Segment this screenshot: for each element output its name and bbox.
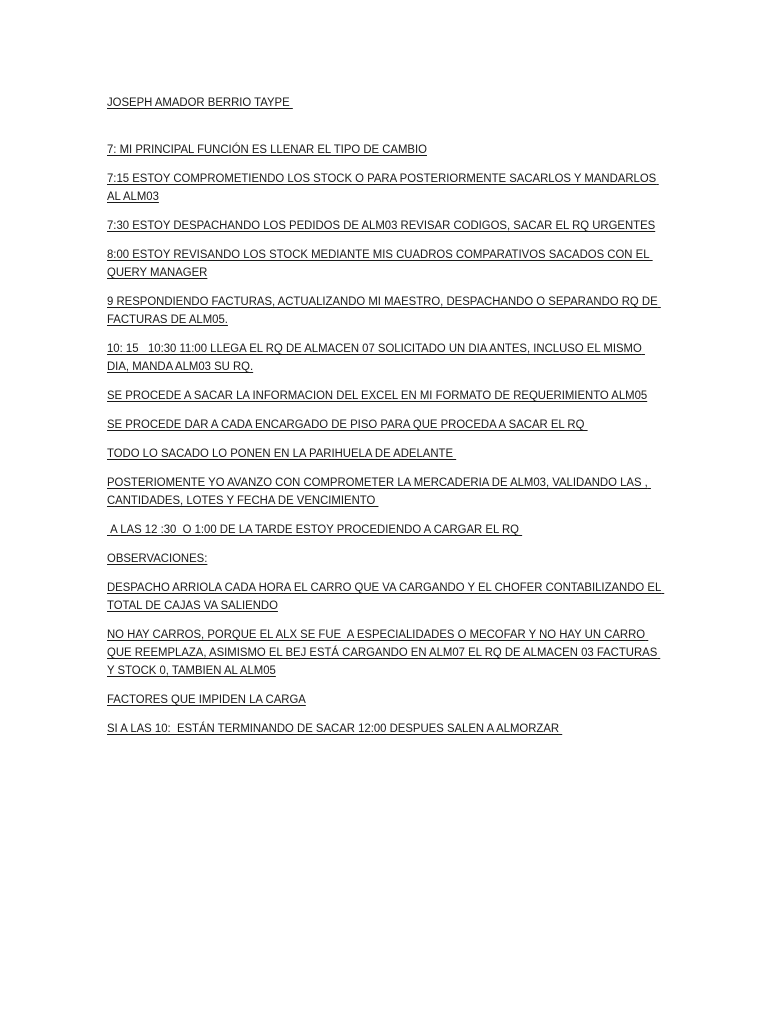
paragraph-6: 10: 15 10:30 11:00 LLEGA EL RQ DE ALMACEN 07 SOLICITADO UN DIA ANTES, INCLUSO EL MISMO DIA, MANDA ALM03 SU RQ. [107,341,645,373]
paragraph-1: 7: MI PRINCIPAL FUNCIÓN ES LLENAR EL TIPO DE CAMBIO [107,142,427,156]
paragraph-14: NO HAY CARROS, PORQUE EL ALX SE FUE A ESPECIALIDADES O MECOFAR Y NO HAY UN CARRO QUE REEMPLAZA, ASIMISMO EL BEJ ESTÁ CARGANDO EN ALM07 EL RQ DE ALMACEN 03 FACTURAS Y STOCK 0, TAMBIEN AL ALM05 [107,627,661,677]
paragraph-5: 9 RESPONDIENDO FACTURAS, ACTUALIZANDO MI MAESTRO, DESPACHANDO O SEPARANDO RQ DE FACTURAS DE ALM05. [107,294,661,326]
paragraph-7: SE PROCEDE A SACAR LA INFORMACION DEL EXCEL EN MI FORMATO DE REQUERIMIENTO ALM05 [107,388,648,402]
paragraph-2: 7:15 ESTOY COMPROMETIENDO LOS STOCK O PARA POSTERIORMENTE SACARLOS Y MANDARLOS AL ALM03 [107,171,659,203]
paragraph-4: 8:00 ESTOY REVISANDO LOS STOCK MEDIANTE MIS CUADROS COMPARATIVOS SACADOS CON EL QUERY MANAGER [107,247,653,279]
paragraph-3: 7:30 ESTOY DESPACHANDO LOS PEDIDOS DE ALM03 REVISAR CODIGOS, SACAR EL RQ URGENTES [107,218,656,232]
paragraph-10: POSTERIOMENTE YO AVANZO CON COMPROMETER LA MERCADERIA DE ALM03, VALIDANDO LAS , CANTIDADES, LOTES Y FECHA DE VENCIMIENTO [107,475,651,507]
paragraph-11: A LAS 12 :30 O 1:00 DE LA TARDE ESTOY PROCEDIENDO A CARGAR EL RQ [107,522,523,536]
document-body [107,93,667,748]
paragraph-16: SI A LAS 10: ESTÁN TERMINANDO DE SACAR 12:00 DESPUES SALEN A ALMORZAR [107,721,563,735]
paragraph-9: TODO LO SACADO LO PONEN EN LA PARIHUELA DE ADELANTE [107,446,457,460]
paragraph-8: SE PROCEDE DAR A CADA ENCARGADO DE PISO PARA QUE PROCEDA A SACAR EL RQ [107,417,588,431]
paragraph-13: DESPACHO ARRIOLA CADA HORA EL CARRO QUE VA CARGANDO Y EL CHOFER CONTABILIZANDO EL TOTAL DE CAJAS VA SALIENDO [107,580,665,612]
document-title: JOSEPH AMADOR BERRIO TAYPE [107,95,293,109]
paragraph-15: FACTORES QUE IMPIDEN LA CARGA [107,692,306,706]
observations-heading: OBSERVACIONES: [107,551,208,565]
